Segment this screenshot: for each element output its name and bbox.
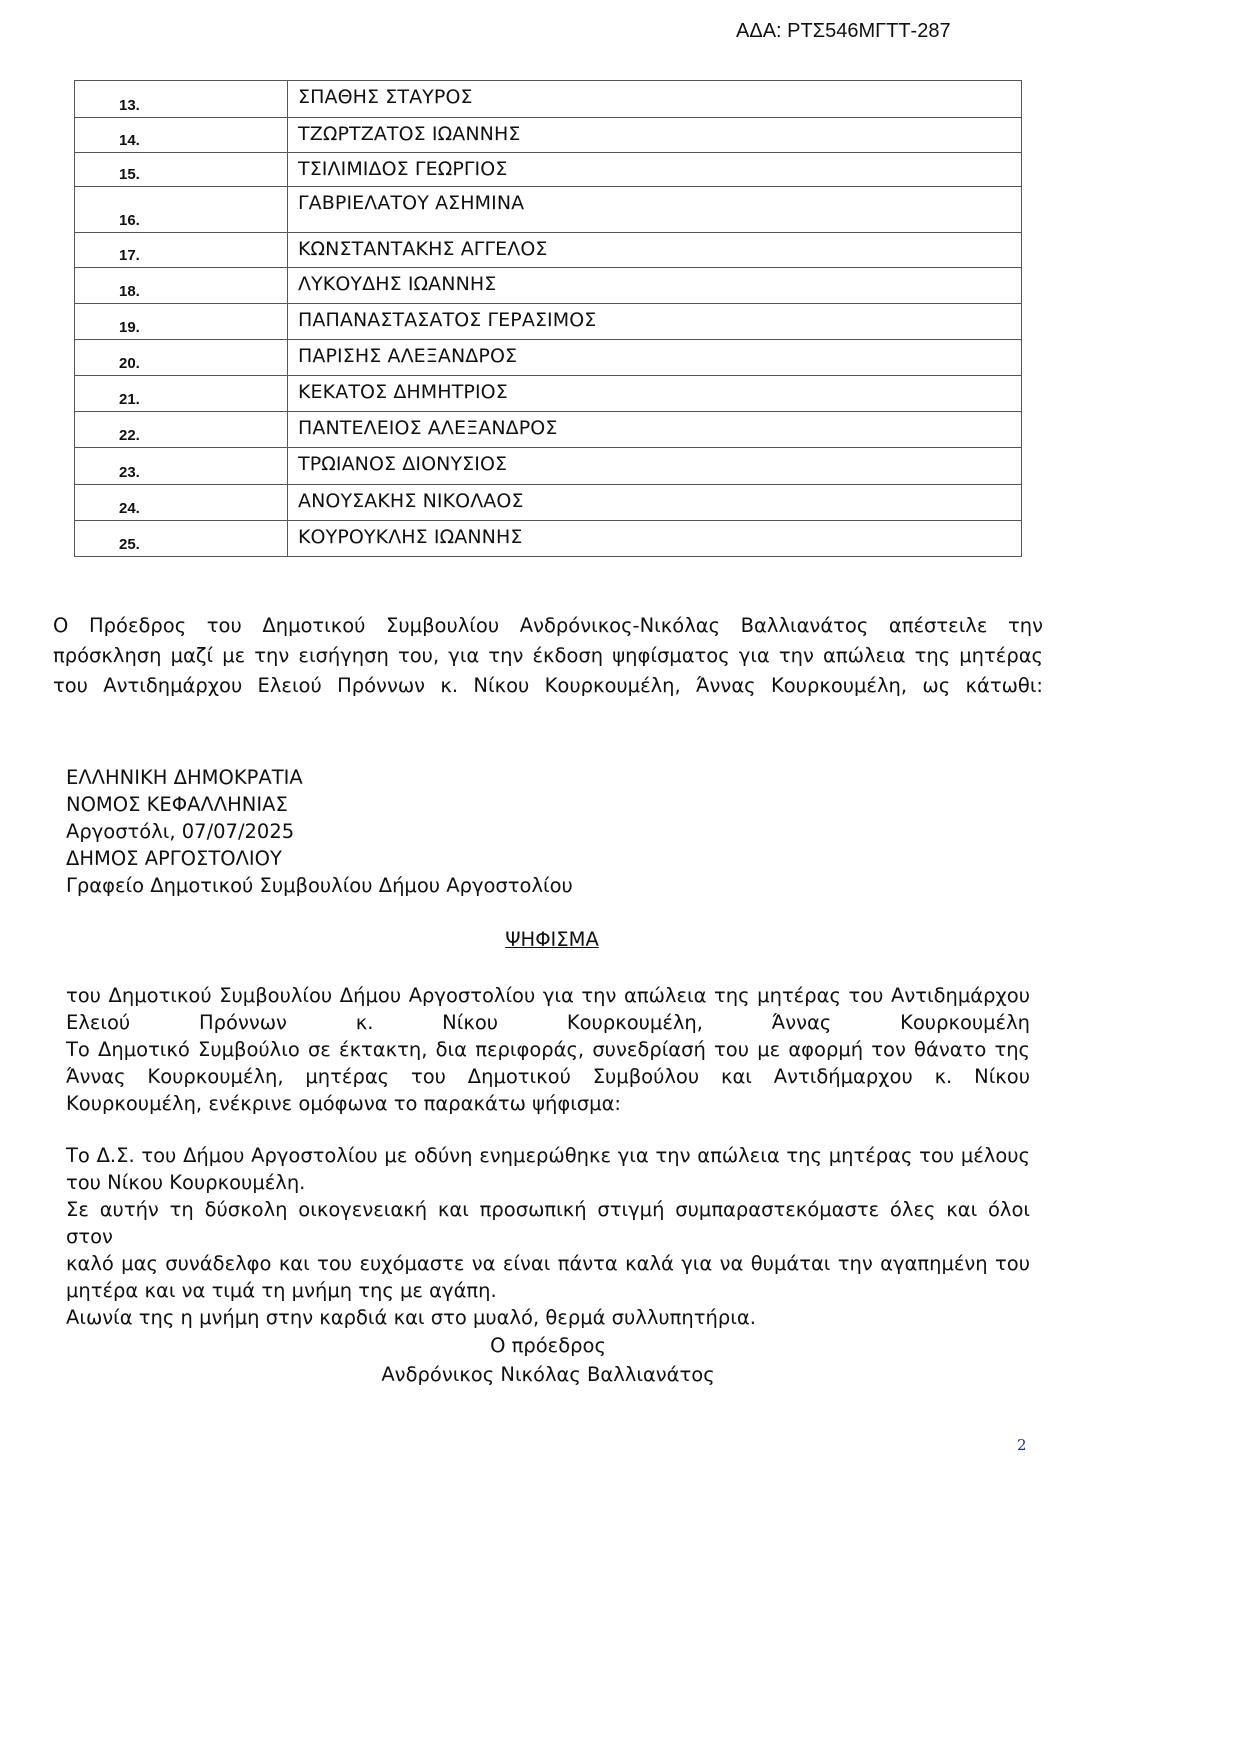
intro-line: πρόσκληση μαζί με την εισήγηση του, για την έκδοση ψηφίσματος για την απώλεια της μητέρας xyxy=(53,644,1043,667)
member-name: ΠΑΠΑΝΑΣΤΑΣΑΤΟΣ ΓΕΡΑΣΙΜΟΣ xyxy=(288,304,1022,340)
table-row xyxy=(75,376,1022,412)
message-line: Το Δ.Σ. του Δήμου Αργοστολίου με οδύνη ενημερώθηκε για την απώλεια της μητέρας του μέλους xyxy=(66,1144,1030,1167)
condolence-message xyxy=(66,1142,1030,1331)
member-number: 16. xyxy=(75,187,288,233)
table-row xyxy=(75,233,1022,268)
member-name: ΚΕΚΑΤΟΣ ΔΗΜΗΤΡΙΟΣ xyxy=(288,376,1022,412)
letterhead-country: ΕΛΛΗΝΙΚΗ ΔΗΜΟΚΡΑΤΙΑ xyxy=(66,766,303,789)
letterhead xyxy=(66,764,573,899)
resolution-title xyxy=(0,928,1104,951)
table-row xyxy=(75,448,1022,485)
resolution-title-text: ΨΗΦΙΣΜΑ xyxy=(505,928,599,951)
table-row xyxy=(75,521,1022,557)
letterhead-municipality: ΔΗΜΟΣ ΑΡΓΟΣΤΟΛΙΟΥ xyxy=(66,847,282,870)
signature-role: Ο πρόεδρος xyxy=(490,1334,606,1357)
member-number: 22. xyxy=(75,412,288,448)
signature-name: Ανδρόνικος Νικόλας Βαλλιανάτος xyxy=(381,1363,715,1386)
message-line: του Νίκου Κουρκουμέλη. xyxy=(66,1171,306,1194)
member-number: 17. xyxy=(75,233,288,268)
member-number: 15. xyxy=(75,153,288,187)
member-number: 18. xyxy=(75,268,288,304)
member-name: ΛΥΚΟΥΔΗΣ ΙΩΑΝΝΗΣ xyxy=(288,268,1022,304)
resolution-line: του Δημοτικού Συμβουλίου Δήμου Αργοστολίου για την απώλεια της μητέρας του Αντιδημάρχου xyxy=(66,984,1030,1007)
intro-paragraph xyxy=(53,611,1043,701)
table-row xyxy=(75,340,1022,376)
member-name: ΓΑΒΡΙΕΛΑΤΟΥ ΑΣΗΜΙΝΑ xyxy=(288,187,1022,233)
resolution-intro xyxy=(66,982,1030,1117)
resolution-line: Κουρκουμέλη, ενέκρινε ομόφωνα το παρακάτω ψήφισμα: xyxy=(66,1092,621,1115)
signature-block xyxy=(0,1331,1096,1389)
resolution-line: Άννας Κουρκουμέλη, μητέρας του Δημοτικού Συμβούλου και Αντιδήμαρχου κ. Νίκου xyxy=(66,1065,1030,1088)
table-row xyxy=(75,412,1022,448)
letterhead-place-date: Αργοστόλι, 07/07/2025 xyxy=(66,820,295,843)
letterhead-prefecture: ΝΟΜΟΣ ΚΕΦΑΛΛΗΝΙΑΣ xyxy=(66,793,288,816)
intro-line: Ο Πρόεδρος του Δημοτικού Συμβουλίου Ανδρόνικος-Νικόλας Βαλλιανάτος απέστειλε την xyxy=(53,614,1043,637)
message-line: Αιωνία της η μνήμη στην καρδιά και στο μυαλό, θερμά συλλυπητήρια. xyxy=(66,1306,756,1329)
member-name: ΑΝΟΥΣΑΚΗΣ ΝΙΚΟΛΑΟΣ xyxy=(288,485,1022,521)
intro-line: του Αντιδημάρχου Ελειού Πρόννων κ. Νίκου Κουρκουμέλη, Άννας Κουρκουμέλη, ως κάτωθι: xyxy=(53,674,1043,697)
member-name: ΠΑΝΤΕΛΕΙΟΣ ΑΛΕΞΑΝΔΡΟΣ xyxy=(288,412,1022,448)
member-name: ΚΩΝΣΤΑΝΤΑΚΗΣ ΑΓΓΕΛΟΣ xyxy=(288,233,1022,268)
table-row xyxy=(75,485,1022,521)
member-number: 20. xyxy=(75,340,288,376)
member-number: 25. xyxy=(75,521,288,557)
member-number: 24. xyxy=(75,485,288,521)
member-number: 14. xyxy=(75,118,288,153)
table-row xyxy=(75,153,1022,187)
member-name: ΤΖΩΡΤΖΑΤΟΣ ΙΩΑΝΝΗΣ xyxy=(288,118,1022,153)
member-name: ΤΣΙΛΙΜΙΔΟΣ ΓΕΩΡΓΙΟΣ xyxy=(288,153,1022,187)
member-number: 19. xyxy=(75,304,288,340)
member-name: ΤΡΩΙΑΝΟΣ ΔΙΟΝΥΣΙΟΣ xyxy=(288,448,1022,485)
message-line: Σε αυτήν τη δύσκολη οικογενειακή και προσωπική στιγμή συμπαραστεκόμαστε όλες και όλοι στον xyxy=(66,1198,1030,1248)
resolution-line: Το Δημοτικό Συμβούλιο σε έκτακτη, δια περιφοράς, συνεδρίασή του με αφορμή τον θάνατο της xyxy=(66,1038,1030,1061)
member-number: 23. xyxy=(75,448,288,485)
table-row xyxy=(75,187,1022,233)
member-number: 21. xyxy=(75,376,288,412)
member-name: ΣΠΑΘΗΣ ΣΤΑΥΡΟΣ xyxy=(288,81,1022,118)
ada-code: ΑΔΑ: ΡΤΣ546ΜΓΤΤ-287 xyxy=(736,20,951,42)
table-row xyxy=(75,81,1022,118)
letterhead-office: Γραφείο Δημοτικού Συμβουλίου Δήμου Αργοστολίου xyxy=(66,874,573,897)
table-row xyxy=(75,304,1022,340)
message-line: μητέρα και να τιμά τη μνήμη της με αγάπη. xyxy=(66,1279,497,1302)
member-name: ΠΑΡΙΣΗΣ ΑΛΕΞΑΝΔΡΟΣ xyxy=(288,340,1022,376)
member-name: ΚΟΥΡΟΥΚΛΗΣ ΙΩΑΝΝΗΣ xyxy=(288,521,1022,557)
table-row xyxy=(75,268,1022,304)
page-number: 2 xyxy=(1017,1436,1027,1454)
resolution-line: Ελειού Πρόννων κ. Νίκου Κουρκουμέλη, Άννας Κουρκουμέλη xyxy=(66,1011,1030,1034)
members-table xyxy=(74,80,1022,557)
member-number: 13. xyxy=(75,81,288,118)
table-row xyxy=(75,118,1022,153)
message-line: καλό μας συνάδελφο και του ευχόμαστε να είναι πάντα καλά για να θυμάται την αγαπημένη του xyxy=(66,1252,1030,1275)
